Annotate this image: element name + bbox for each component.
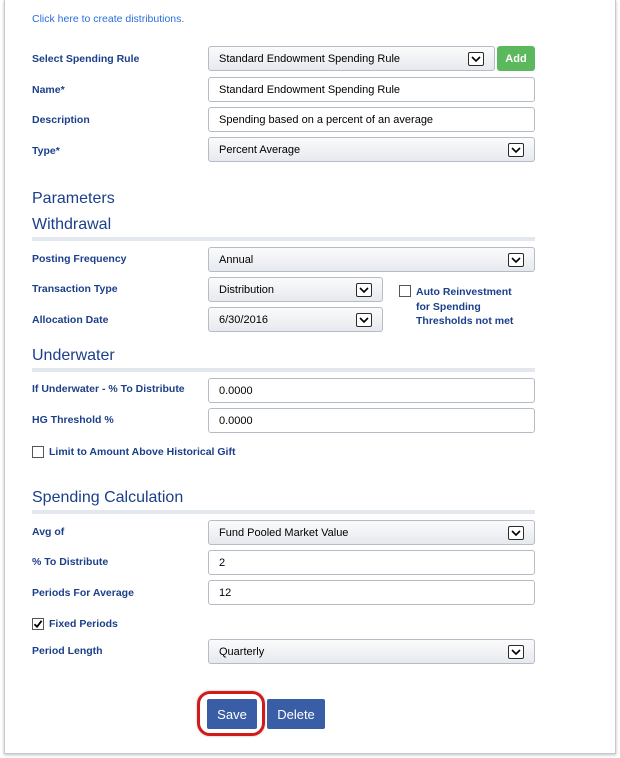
name-input-value: Standard Endowment Spending Rule bbox=[219, 83, 401, 96]
hg-threshold-value: 0.0000 bbox=[219, 414, 253, 427]
period-length-value: Quarterly bbox=[219, 645, 265, 658]
chevron-down-icon bbox=[508, 253, 524, 267]
auto-reinvestment-checkbox[interactable] bbox=[399, 285, 411, 297]
fixed-periods-checkbox[interactable] bbox=[32, 618, 44, 630]
transaction-type-label: Transaction Type bbox=[32, 283, 118, 295]
description-label: Description bbox=[32, 114, 90, 126]
underwater-heading: Underwater bbox=[32, 347, 115, 364]
auto-reinvestment-line2: for Spending bbox=[416, 300, 481, 313]
underwater-pct-label: If Underwater - % To Distribute bbox=[32, 383, 185, 395]
chevron-down-icon bbox=[468, 52, 484, 66]
withdrawal-divider bbox=[32, 237, 535, 241]
create-distributions-link[interactable]: Click here to create distributions. bbox=[32, 13, 185, 25]
posting-frequency-label: Posting Frequency bbox=[32, 253, 127, 265]
hg-threshold-input[interactable] bbox=[208, 408, 535, 433]
hg-threshold-label: HG Threshold % bbox=[32, 414, 114, 426]
period-length-label: Period Length bbox=[32, 645, 103, 657]
chevron-down-icon bbox=[508, 645, 524, 659]
type-select-value: Percent Average bbox=[219, 143, 301, 156]
avg-of-select[interactable] bbox=[208, 520, 535, 545]
pct-to-distribute-value: 2 bbox=[219, 556, 226, 569]
type-label: Type* bbox=[32, 145, 60, 157]
underwater-pct-value: 0.0000 bbox=[219, 384, 253, 397]
spending-rule-select[interactable] bbox=[208, 46, 495, 71]
fixed-periods-label: Fixed Periods bbox=[49, 618, 118, 630]
underwater-pct-input[interactable] bbox=[208, 378, 535, 403]
allocation-date-select[interactable] bbox=[208, 307, 383, 332]
spending-divider bbox=[32, 510, 535, 514]
parameters-heading: Parameters bbox=[32, 190, 115, 207]
chevron-down-icon bbox=[508, 143, 524, 157]
limit-historical-gift-checkbox[interactable] bbox=[32, 446, 44, 458]
add-button[interactable]: Add bbox=[497, 46, 535, 71]
auto-reinvestment-label bbox=[416, 285, 513, 329]
name-label: Name* bbox=[32, 84, 65, 96]
allocation-date-label: Allocation Date bbox=[32, 314, 109, 326]
posting-frequency-select[interactable] bbox=[208, 247, 535, 272]
auto-reinvestment-line3: Thresholds not met bbox=[416, 315, 514, 327]
periods-for-average-input[interactable] bbox=[208, 580, 535, 605]
delete-button[interactable]: Delete bbox=[267, 699, 325, 729]
posting-frequency-value: Annual bbox=[219, 253, 254, 266]
spending-calculation-heading: Spending Calculation bbox=[32, 489, 184, 506]
name-input[interactable] bbox=[208, 77, 535, 102]
chevron-down-icon bbox=[356, 283, 372, 297]
type-select[interactable] bbox=[208, 137, 535, 162]
chevron-down-icon bbox=[356, 313, 372, 327]
periods-for-average-label: Periods For Average bbox=[32, 587, 134, 599]
description-input-value: Spending based on a percent of an average bbox=[219, 113, 434, 126]
pct-to-distribute-input[interactable] bbox=[208, 550, 535, 575]
checkmark-icon bbox=[33, 619, 43, 629]
allocation-date-value: 6/30/2016 bbox=[219, 313, 268, 326]
auto-reinvestment-line1: Auto Reinvestment bbox=[416, 286, 512, 298]
chevron-down-icon bbox=[508, 526, 524, 540]
limit-historical-gift-label: Limit to Amount Above Historical Gift bbox=[49, 446, 236, 458]
transaction-type-select[interactable] bbox=[208, 277, 383, 302]
withdrawal-heading: Withdrawal bbox=[32, 216, 112, 233]
description-input[interactable] bbox=[208, 107, 535, 132]
pct-to-distribute-label: % To Distribute bbox=[32, 556, 109, 568]
underwater-divider bbox=[32, 368, 535, 372]
periods-for-average-value: 12 bbox=[219, 586, 232, 599]
spending-rule-select-value: Standard Endowment Spending Rule bbox=[219, 52, 401, 65]
save-button[interactable]: Save bbox=[207, 699, 257, 729]
avg-of-label: Avg of bbox=[32, 526, 65, 538]
select-spending-rule-label: Select Spending Rule bbox=[32, 53, 140, 65]
period-length-select[interactable] bbox=[208, 639, 535, 664]
transaction-type-value: Distribution bbox=[219, 283, 275, 296]
avg-of-value: Fund Pooled Market Value bbox=[219, 526, 349, 539]
